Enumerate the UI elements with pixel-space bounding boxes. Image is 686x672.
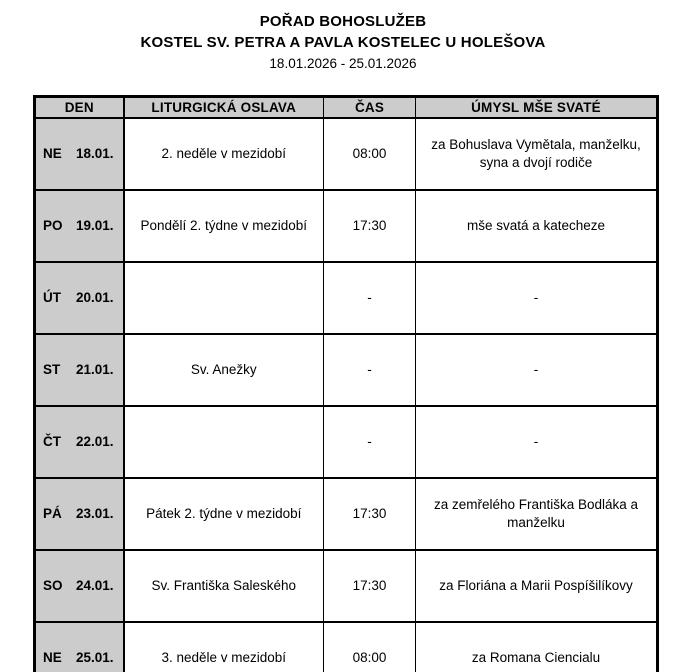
- page-title: POŘAD BOHOSLUŽEB: [259, 13, 427, 30]
- header-den: DEN: [35, 97, 124, 119]
- day-cell: [35, 190, 124, 262]
- title-block: [0, 0, 686, 73]
- day-date: 18.01.: [76, 146, 114, 162]
- celebration-cell: Sv. Anežky: [124, 334, 324, 406]
- celebration-cell: [124, 262, 324, 334]
- day-date: 21.01.: [76, 362, 114, 378]
- day-cell: [35, 622, 124, 672]
- day-cell: [35, 118, 124, 190]
- day-abbr: PO: [43, 218, 63, 234]
- header-umysl-mse-svate: ÚMYSL MŠE SVATÉ: [416, 97, 658, 119]
- time-cell: -: [324, 262, 416, 334]
- table-row: [35, 334, 658, 406]
- intention-cell: -: [416, 334, 658, 406]
- celebration-cell: 3. neděle v mezidobí: [124, 622, 324, 672]
- table-row: [35, 262, 658, 334]
- time-cell: 08:00: [324, 118, 416, 190]
- schedule-table: [33, 95, 659, 672]
- day-cell: [35, 334, 124, 406]
- header-cas: ČAS: [324, 97, 416, 119]
- day-date: 25.01.: [76, 650, 114, 666]
- table-header: [35, 97, 658, 119]
- day-abbr: ÚT: [43, 290, 61, 306]
- date-range: 18.01.2026 - 25.01.2026: [269, 56, 417, 71]
- day-cell: [35, 406, 124, 478]
- time-cell: 17:30: [324, 190, 416, 262]
- intention-cell: -: [416, 262, 658, 334]
- celebration-cell: Pondělí 2. týdne v mezidobí: [124, 190, 324, 262]
- intention-cell: mše svatá a katecheze: [416, 190, 658, 262]
- time-cell: 17:30: [324, 478, 416, 550]
- day-abbr: PÁ: [43, 506, 62, 522]
- celebration-cell: Sv. Františka Saleského: [124, 550, 324, 622]
- day-abbr: ČT: [43, 434, 61, 450]
- day-cell: [35, 262, 124, 334]
- header-row: [35, 97, 658, 119]
- celebration-cell: 2. neděle v mezidobí: [124, 118, 324, 190]
- time-cell: 17:30: [324, 550, 416, 622]
- table-row: [35, 622, 658, 672]
- day-date: 24.01.: [76, 578, 114, 594]
- table-row: [35, 190, 658, 262]
- intention-cell: za Bohuslava Vymětala, manželku, syna a dvojí rodiče: [416, 118, 658, 190]
- table-row: [35, 478, 658, 550]
- day-cell: [35, 550, 124, 622]
- day-abbr: NE: [43, 146, 62, 162]
- time-cell: -: [324, 334, 416, 406]
- celebration-cell: Pátek 2. týdne v mezidobí: [124, 478, 324, 550]
- day-cell: [35, 478, 124, 550]
- table-body: [35, 118, 658, 672]
- intention-cell: za Floriána a Marii Pospíšilíkovy: [416, 550, 658, 622]
- celebration-cell: [124, 406, 324, 478]
- table-row: [35, 550, 658, 622]
- day-abbr: NE: [43, 650, 62, 666]
- page-subtitle: KOSTEL SV. PETRA A PAVLA KOSTELEC U HOLEŠOVA: [140, 34, 546, 51]
- day-date: 20.01.: [76, 290, 114, 306]
- header-liturgicka-oslava: LITURGICKÁ OSLAVA: [124, 97, 324, 119]
- day-abbr: SO: [43, 578, 63, 594]
- table-row: [35, 118, 658, 190]
- day-date: 23.01.: [76, 506, 114, 522]
- day-date: 19.01.: [76, 218, 114, 234]
- table-row: [35, 406, 658, 478]
- time-cell: 08:00: [324, 622, 416, 672]
- time-cell: -: [324, 406, 416, 478]
- day-abbr: ST: [43, 362, 61, 378]
- intention-cell: za zemřelého Františka Bodláka a manželku: [416, 478, 658, 550]
- intention-cell: za Romana Ciencialu: [416, 622, 658, 672]
- day-date: 22.01.: [76, 434, 114, 450]
- intention-cell: -: [416, 406, 658, 478]
